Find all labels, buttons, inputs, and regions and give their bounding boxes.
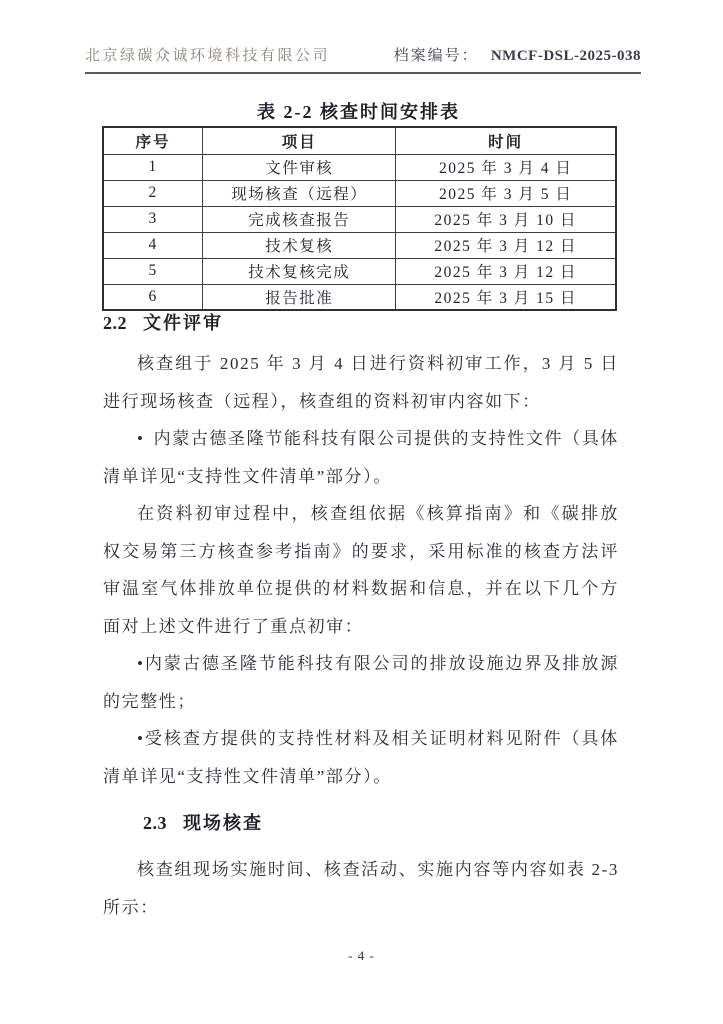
page-header [85,44,641,74]
cell-time: 2025 年 3 月 4 日 [396,154,616,180]
verification-schedule-table [102,126,617,311]
column-header-index: 序号 [103,127,203,154]
paragraph-site-verification: 核查组现场实施时间、核查活动、实施内容等内容如表 2-3 所示： [103,860,619,917]
cell-index: 2 [103,180,203,206]
table-header-row [103,127,616,154]
section-heading-2-3 [103,810,619,836]
cell-item: 文件审核 [203,154,396,180]
bullet-icon: • [137,729,145,748]
bullet-text: 受核查方提供的支持性材料及相关证明材料见附件（具体清单详见“支持性文件清单”部分）。 [103,729,619,786]
column-header-item: 项目 [203,127,396,154]
paragraph-document-review-intro: 核查组于 2025 年 3 月 4 日进行资料初审工作，3 月 5 日进行现场核查（远程），核查组的资料初审内容如下： [103,354,619,411]
cell-item: 完成核查报告 [203,206,396,232]
bullet-text: 内蒙古德圣隆节能科技有限公司提供的支持性文件（具体清单详见“支持性文件清单”部分）。 [103,429,619,486]
cell-item: 技术复核 [203,232,396,258]
paragraph-review-process: 在资料初审过程中，核查组依据《核算指南》和《碳排放权交易第三方核查参考指南》的要求，采用标准的核查方法评审温室气体排放单位提供的材料数据和信息，并在以下几个方面对上述文件进行了重点初审： [103,504,619,636]
cell-time: 2025 年 3 月 10 日 [396,206,616,232]
section-title: 现场核查 [183,813,263,833]
section-title: 文件评审 [143,313,223,333]
page-number: - 4 - [348,948,375,963]
cell-index: 6 [103,284,203,310]
section-number: 2.3 [143,813,167,833]
table-row [103,284,616,310]
bullet-icon: • [137,654,145,673]
header-company-name: 北京绿碳众诚环境科技有限公司 [85,48,331,64]
column-header-time: 时间 [396,127,616,154]
cell-time: 2025 年 3 月 12 日 [396,258,616,284]
cell-time: 2025 年 3 月 5 日 [396,180,616,206]
file-number-value: NMCF-DSL-2025-038 [490,48,641,64]
table-row [103,206,616,232]
section-number: 2.2 [103,313,127,333]
bullet-text: 内蒙古德圣隆节能科技有限公司的排放设施边界及排放源的完整性； [103,654,619,711]
cell-time: 2025 年 3 月 15 日 [396,284,616,310]
table-row [103,258,616,284]
bullet-supporting-materials [103,720,619,795]
table-row [103,232,616,258]
section-heading-2-2 [103,310,619,336]
bullet-supporting-documents [103,420,619,495]
table-caption: 表 2-2 核查时间安排表 [257,102,460,122]
bullet-icon: • [137,429,145,448]
table-row [103,154,616,180]
table-row [103,180,616,206]
header-file-number [394,44,641,65]
cell-index: 1 [103,154,203,180]
document-body [103,310,619,926]
cell-index: 3 [103,206,203,232]
cell-index: 4 [103,232,203,258]
bullet-emission-boundary [103,645,619,720]
cell-item: 现场核查（远程） [203,180,396,206]
cell-index: 5 [103,258,203,284]
file-number-label: 档案编号： [393,48,479,64]
cell-item: 技术复核完成 [203,258,396,284]
cell-item: 报告批准 [203,284,396,310]
cell-time: 2025 年 3 月 12 日 [396,232,616,258]
